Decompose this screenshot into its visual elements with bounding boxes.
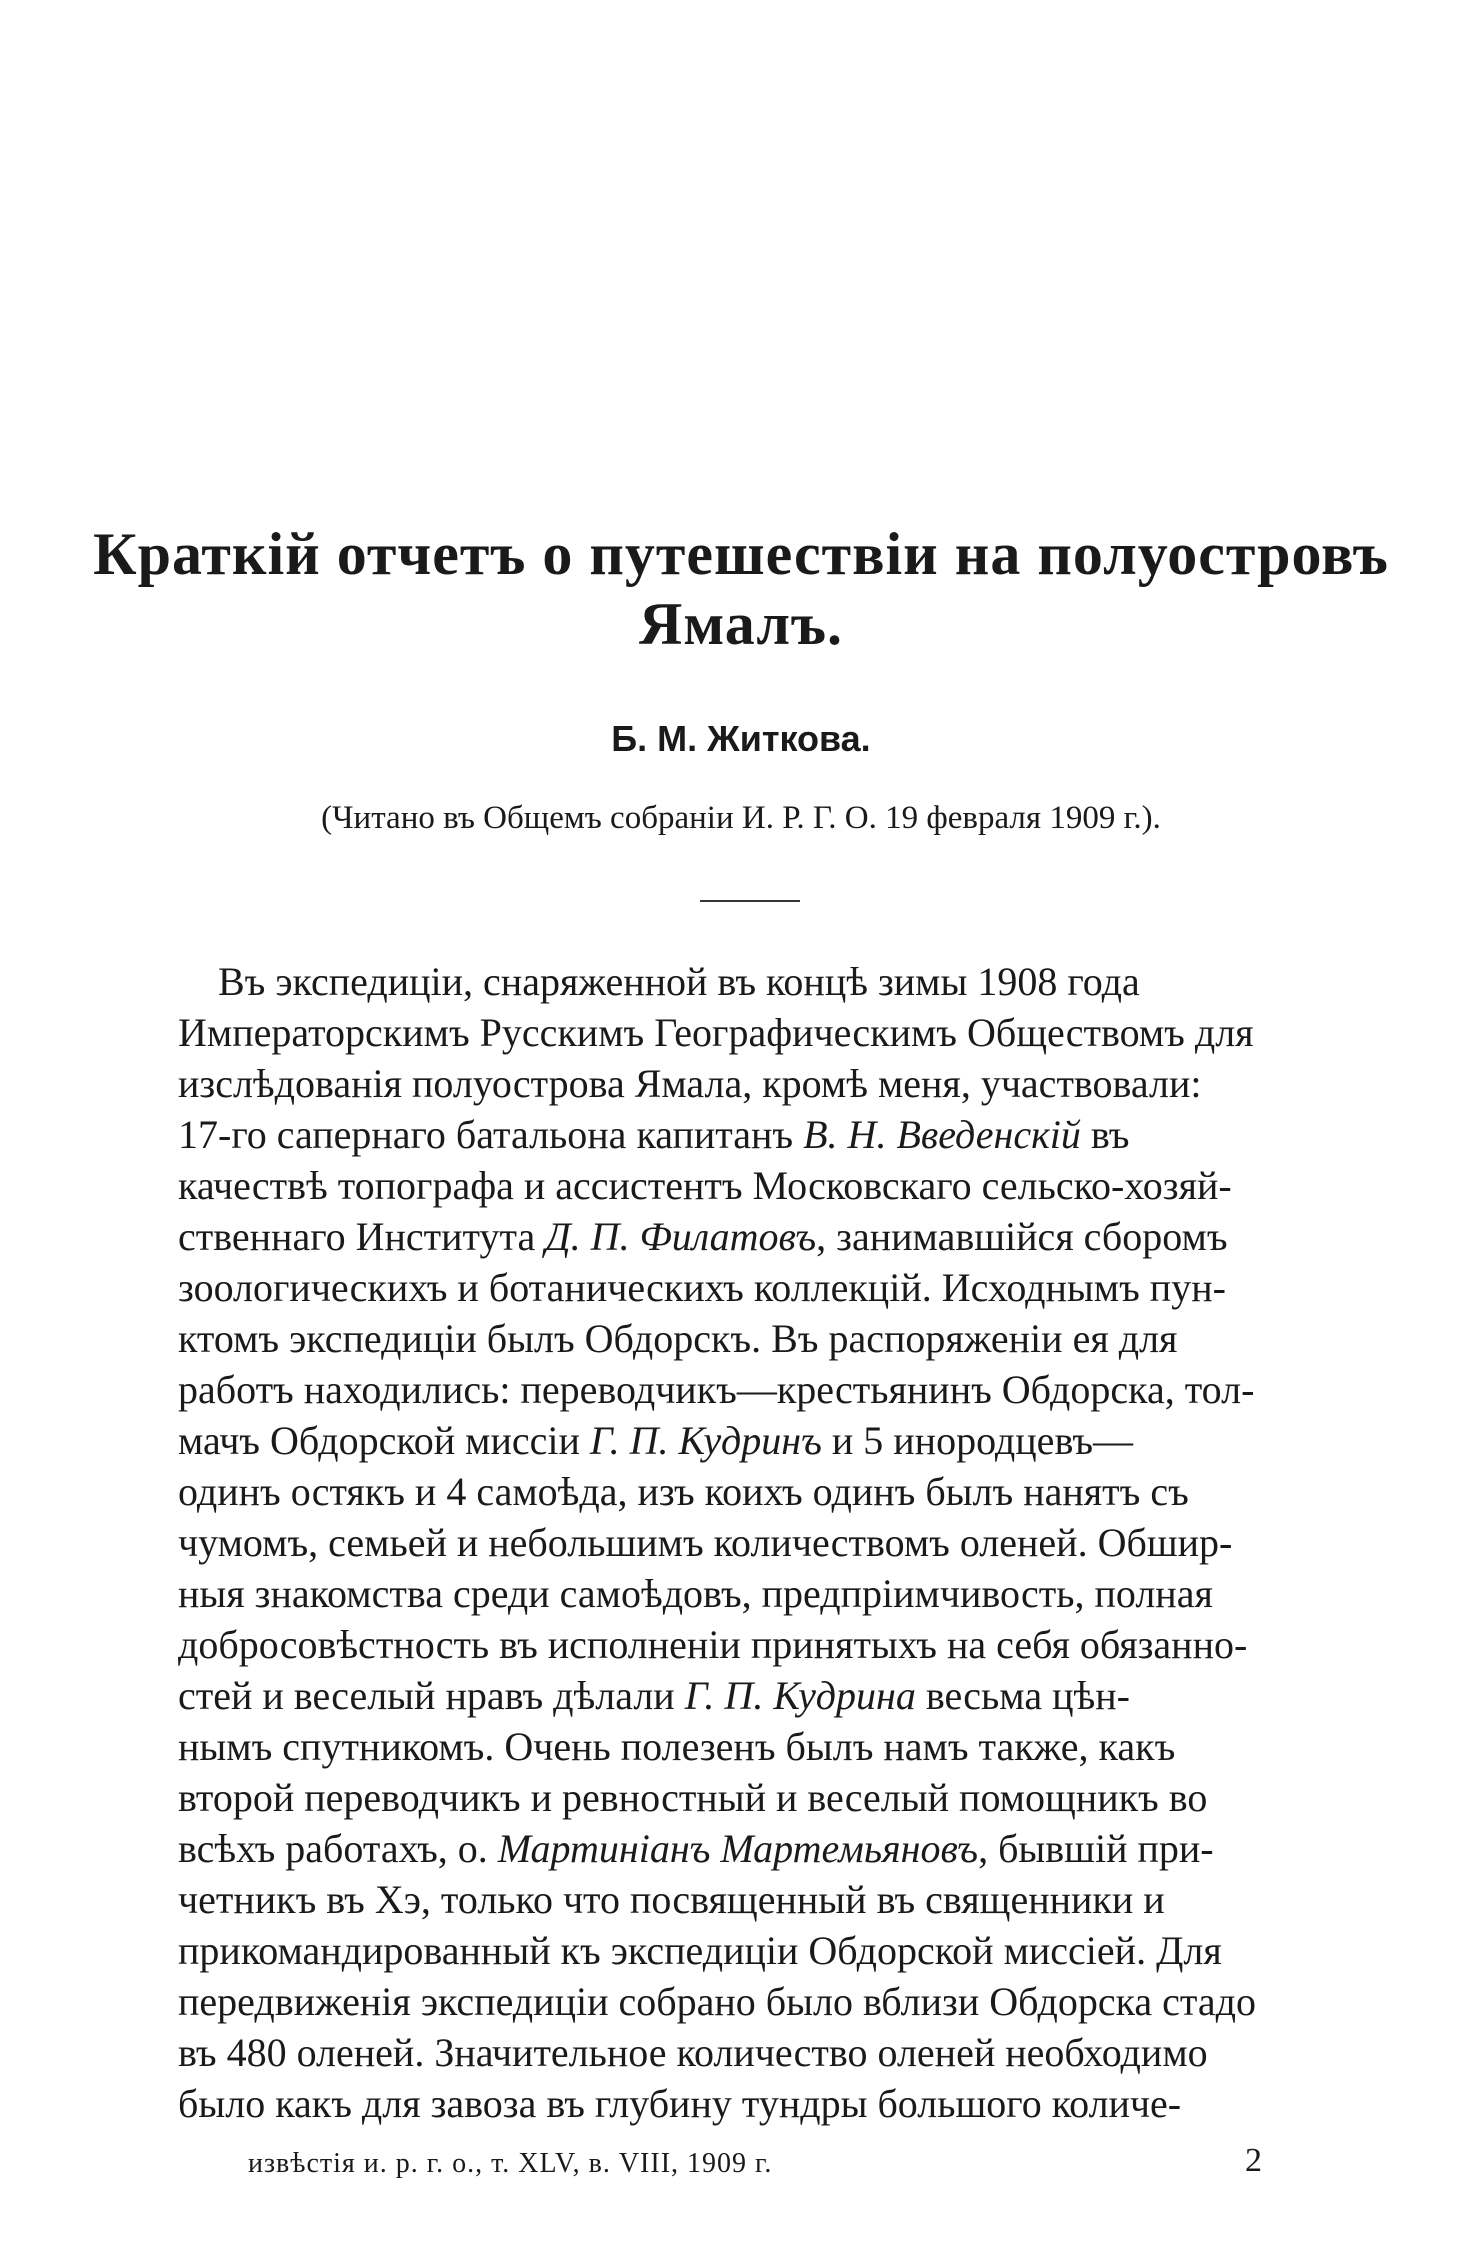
- author-name: Б. М. Житкова.: [611, 718, 871, 759]
- body-line: [178, 1364, 1360, 1415]
- text-segment: зоологическихъ и ботаническихъ коллекцій. Исходнымъ пун-: [178, 1265, 1226, 1310]
- text-segment: качествѣ топографа и ассистентъ Московскаго сельско-хозяй-: [178, 1163, 1232, 1208]
- text-segment: чумомъ, семьей и небольшимъ количествомъ оленей. Обшир-: [178, 1520, 1233, 1565]
- person-name: Д. П. Филатовъ: [545, 1214, 817, 1259]
- text-segment: работъ находились: переводчикъ—крестьянинъ Обдорска, тол-: [178, 1367, 1255, 1412]
- text-segment: добросовѣстность въ исполненіи принятыхъ на себя обязанно-: [178, 1622, 1248, 1667]
- body-line: [178, 2027, 1360, 2078]
- read-note: (Читано въ Общемъ собраніи И. Р. Г. О. 19 февраля 1909 г.).: [321, 800, 1161, 836]
- person-name: В. Н. Введенскій: [803, 1112, 1081, 1157]
- text-segment: всѣхъ работахъ, о.: [178, 1826, 498, 1871]
- text-segment: Императорскимъ Русскимъ Географическимъ Обществомъ для: [178, 1010, 1254, 1055]
- journal-footer: извѣстія и. р. г. о., т. XLV, в. VIII, 1909 г.: [248, 2148, 773, 2179]
- body-line: [178, 2078, 1360, 2129]
- body-line: [178, 1517, 1360, 1568]
- text-segment: Въ экспедиціи, снаряженной въ концѣ зимы 1908 года: [218, 959, 1140, 1004]
- person-name: Г. П. Кудрина: [684, 1673, 916, 1718]
- body-line: [178, 1109, 1360, 1160]
- text-segment: нымъ спутникомъ. Очень полезенъ былъ намъ также, какъ: [178, 1724, 1176, 1769]
- body-line: [178, 1721, 1360, 1772]
- body-line: [178, 1211, 1360, 1262]
- body-line: [178, 1058, 1360, 1109]
- body-text: [178, 956, 1360, 2129]
- body-line: [178, 1568, 1360, 1619]
- body-line: [178, 1874, 1360, 1925]
- text-segment: ныя знакомства среди самоѣдовъ, предпріимчивость, полная: [178, 1571, 1213, 1616]
- text-segment: стей и веселый нравъ дѣлали: [178, 1673, 685, 1718]
- text-segment: 17-го сапернаго батальона капитанъ: [178, 1112, 804, 1157]
- body-line: [178, 1670, 1360, 1721]
- text-segment: второй переводчикъ и ревностный и веселый помощникъ во: [178, 1775, 1208, 1820]
- body-line: [178, 1466, 1360, 1517]
- text-segment: мачъ Обдорской миссіи: [178, 1418, 590, 1463]
- article-title-line-2: Ямалъ.: [639, 591, 843, 657]
- text-segment: ственнаго Института: [178, 1214, 546, 1259]
- body-line: [178, 1925, 1360, 1976]
- article-title-line-1: Краткій отчетъ о путешествіи на полуостровъ: [93, 521, 1389, 587]
- text-segment: и 5 инородцевъ—: [821, 1418, 1134, 1463]
- text-segment: , занимавшійся сборомъ: [816, 1214, 1228, 1259]
- text-segment: въ 480 оленей. Значительное количество оленей необходимо: [178, 2030, 1208, 2075]
- page-number: 2: [1245, 2142, 1262, 2179]
- body-line: [178, 1772, 1360, 1823]
- text-segment: было какъ для завоза въ глубину тундры большого количе-: [178, 2081, 1182, 2126]
- person-name: Мартиніанъ Мартемьяновъ: [497, 1826, 979, 1871]
- body-line: [178, 1415, 1360, 1466]
- body-line: [178, 1619, 1360, 1670]
- text-segment: ктомъ экспедиціи былъ Обдорскъ. Въ распоряженіи ея для: [178, 1316, 1178, 1361]
- body-line: [178, 1823, 1360, 1874]
- text-segment: въ: [1080, 1112, 1130, 1157]
- text-segment: передвиженія экспедиціи собрано было вблизи Обдорска стадо: [178, 1979, 1256, 2024]
- body-line: [178, 1262, 1360, 1313]
- body-line: [178, 1160, 1360, 1211]
- person-name: Г. П. Кудринъ: [589, 1418, 822, 1463]
- body-line: [178, 956, 1360, 1007]
- body-line: [178, 1007, 1360, 1058]
- body-line: [178, 1313, 1360, 1364]
- text-segment: весьма цѣн-: [915, 1673, 1130, 1718]
- text-segment: , бывшій при-: [978, 1826, 1214, 1871]
- text-segment: четникъ въ Хэ, только что посвященный въ священники и: [178, 1877, 1165, 1922]
- separator-rule: [700, 900, 800, 902]
- text-segment: изслѣдованія полуострова Ямала, кромѣ меня, участвовали:: [178, 1061, 1202, 1106]
- text-segment: прикомандированный къ экспедиціи Обдорской миссіей. Для: [178, 1928, 1222, 1973]
- body-line: [178, 1976, 1360, 2027]
- text-segment: одинъ остякъ и 4 самоѣда, изъ коихъ одинъ былъ нанятъ съ: [178, 1469, 1189, 1514]
